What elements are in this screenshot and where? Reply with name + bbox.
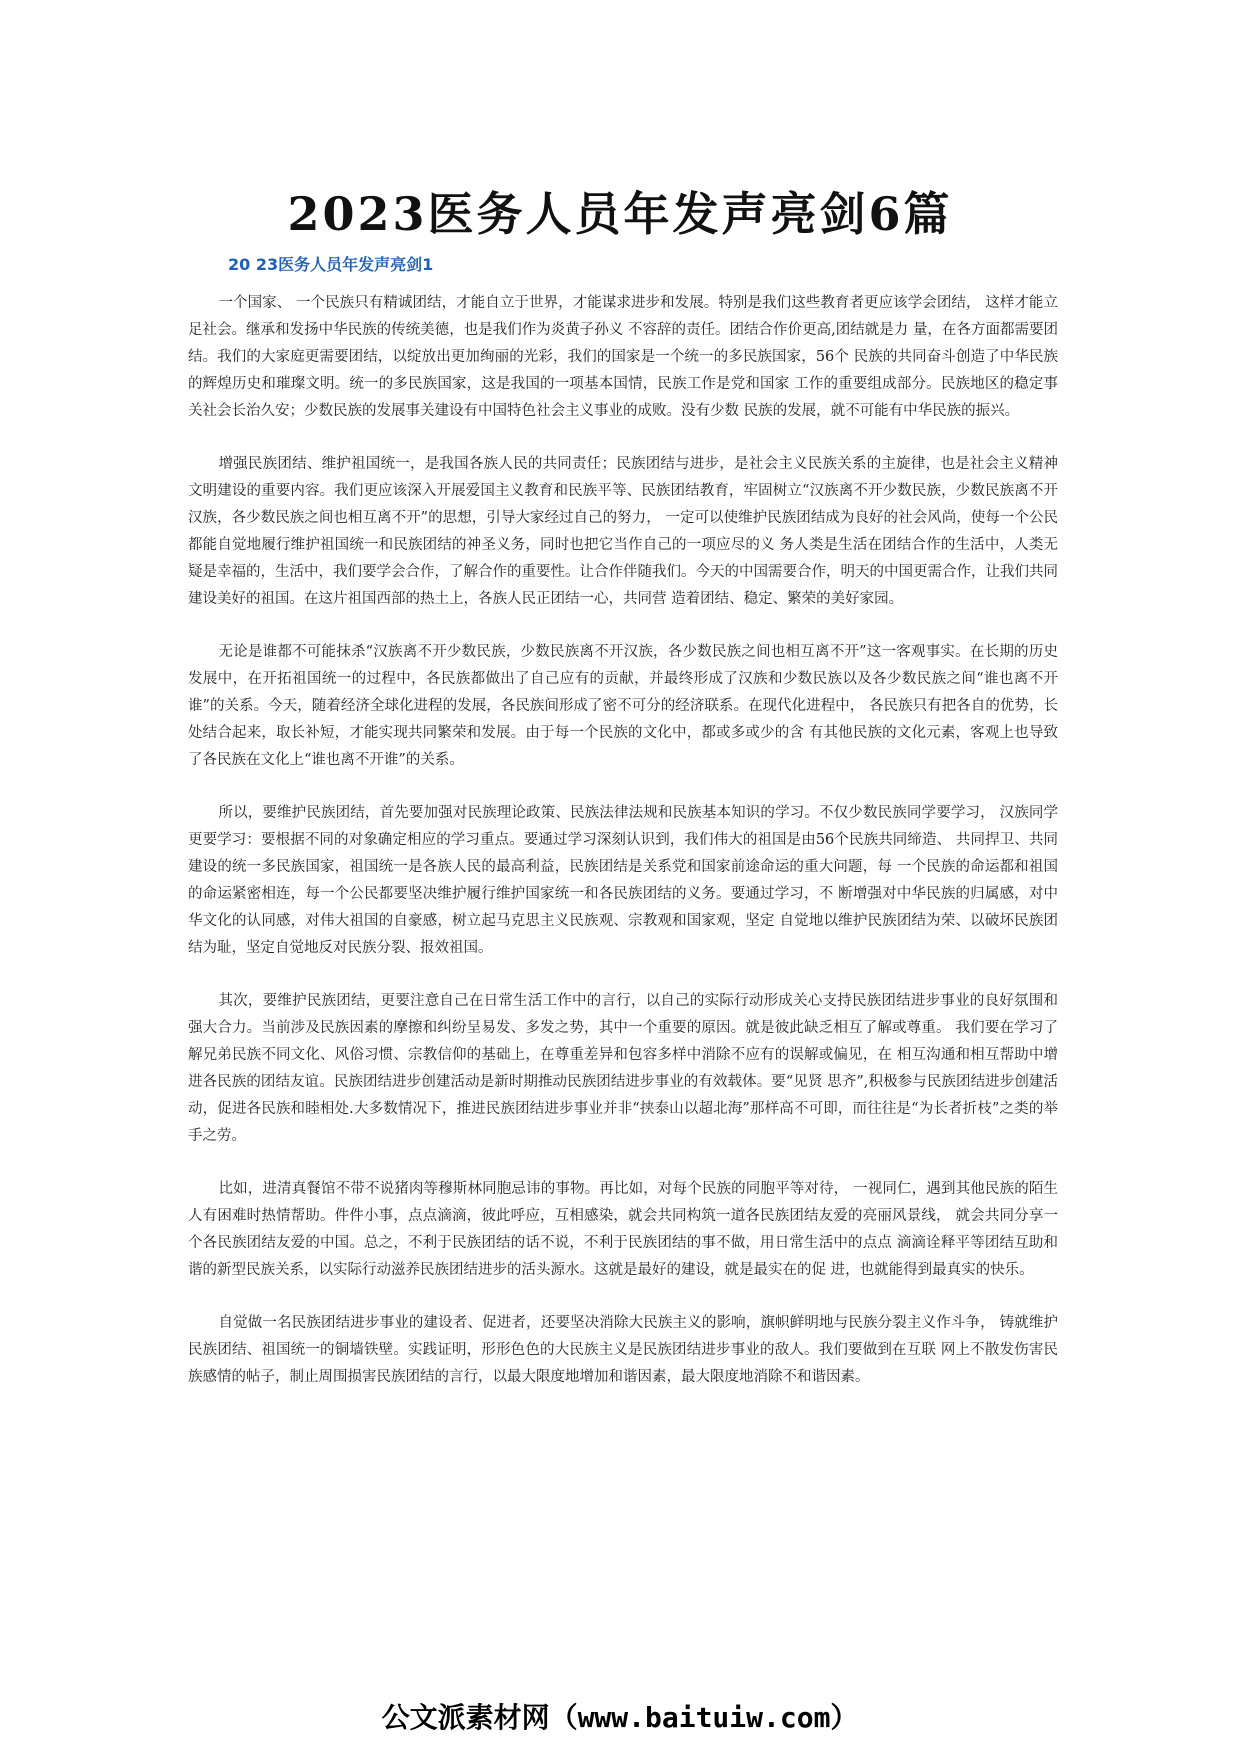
body-paragraph: 其次，要维护民族团结，更要注意自己在日常生活工作中的言行，以自己的实际行动形成关心支持民族团结进步事业的良好氛围和强大合力。当前涉及民族因素的摩擦和纠纷呈易发、多发之势，其中一个重要的原因。就是彼此缺乏相互了解或尊重。 我们要在学习了解兄弟民族不同文化、风俗习惯、宗教信仰的基础上，在尊重差异和包容多样中消除不应有的误解或偏见，在 相互沟通和相互帮助中增进各民族的团结友谊。民族团结进步创建活动是新时期推动民族团结进步事业的有效载体。要“见贤 思齐”,积极参与民族团结进步创建活动，促进各民族和睦相处.大多数情况下，推进民族团结进步事业并非“挟泰山以超北海”那样高不可即，而往往是“为长者折枝”之类的举手之劳。: [188, 993, 1058, 1144]
body-paragraph: 无论是谁都不可能抹杀“汉族离不开少数民族，少数民族离不开汉族，各少数民族之间也相互离不开”这一客观事实。在长期的历史发展中，在开拓祖国统一的过程中，各民族都做出了自己应有的贡献，并最终形成了汉族和少数民族以及各少数民族之间“谁也离不开谁”的关系。今天，随着经济全球化进程的发展，各民族间形成了密不可分的经济联系。在现代化进程中， 各民族只有把各自的优势，长处结合起来，取长补短，才能实现共同繁荣和发展。由于每一个民族的文化中，都或多或少的含 有其他民族的文化元素，客观上也导致了各民族在文化上“谁也离不开谁”的关系。: [188, 644, 1058, 768]
footer-watermark: 公文派素材网（www.baituiw.com）: [381, 1701, 859, 1734]
body-paragraph: 所以，要维护民族团结，首先要加强对民族理论政策、民族法律法规和民族基本知识的学习。不仅少数民族同学要学习， 汉族同学更要学习：要根据不同的对象确定相应的学习重点。要通过学习深刻认识到，我们伟大的祖国是由56个民族共同缔造、 共同捍卫、共同建设的统一多民族国家，祖国统一是各族人民的最高利益，民族团结是关系党和国家前途命运的重大问题，每 一个民族的命运都和祖国的命运紧密相连，每一个公民都要坚决维护履行维护国家统一和各民族团结的义务。要通过学习，不 断增强对中华民族的归属感，对中华文化的认同感，对伟大祖国的自豪感，树立起马克思主义民族观、宗教观和国家观，坚定 自觉地以维护民族团结为荣、以破坏民族团结为耻，坚定自觉地反对民族分裂、报效祖国。: [188, 805, 1058, 956]
body-paragraph: 自觉做一名民族团结进步事业的建设者、促进者，还要坚决消除大民族主义的影响，旗帜鲜明地与民族分裂主义作斗争， 铸就维护民族团结、祖国统一的铜墙铁壁。实践证明，形形色色的大民族主义是民族团结进步事业的敌人。我们要做到在互联 网上不散发伤害民族感情的帖子，制止周围损害民族团结的言行，以最大限度地增加和谐因素，最大限度地消除不和谐因素。: [188, 1315, 1058, 1385]
document-body: [188, 290, 1058, 1417]
body-paragraph: 增强民族团结、维护祖国统一，是我国各族人民的共同责任；民族团结与进步，是社会主义民族关系的主旋律，也是社会主义精神文明建设的重要内容。我们更应该深入开展爱国主义教育和民族平等、民族团结教育，牢固树立“汉族离不开少数民族，少数民族离不开汉族，各少数民族之间也相互离不开”的思想，引导大家经过自己的努力， 一定可以使维护民族团结成为良好的社会风尚，使每一个公民都能自觉地履行维护祖国统一和民族团结的神圣义务，同时也把它当作自己的一项应尽的义 务人类是生活在团结合作的生活中，人类无疑是幸福的，生活中，我们要学会合作，了解合作的重要性。让合作伴随我们。今天的中国需要合作，明天的中国更需合作，让我们共同建设美好的祖国。在这片祖国西部的热土上，各族人民正团结一心，共同营 造着团结、稳定、繁荣的美好家园。: [188, 456, 1058, 607]
body-paragraph: 一个国家、 一个民族只有精诚团结，才能自立于世界，才能谋求进步和发展。特别是我们这些教育者更应该学会团结， 这样才能立足社会。继承和发扬中华民族的传统美德，也是我们作为炎黄子孙义 不容辞的责任。团结合作价更高,团结就是力 量，在各方面都需要团结。我们的大家庭更需要团结，以绽放出更加绚丽的光彩，我们的国家是一个统一的多民族国家，56个 民族的共同奋斗创造了中华民族的辉煌历史和璀璨文明。统一的多民族国家，这是我国的一项基本国情，民族工作是党和国家 工作的重要组成部分。民族地区的稳定事关社会长治久安；少数民族的发展事关建设有中国特色社会主义事业的成败。没有少数 民族的发展，就不可能有中华民族的振兴。: [188, 295, 1058, 419]
document-title: 2023医务人员年发声亮剑6篇: [287, 187, 953, 241]
section-heading: 20 23医务人员年发声亮剑1: [228, 255, 434, 274]
body-paragraph: 比如，进清真餐馆不带不说猪肉等穆斯林同胞忌讳的事物。再比如，对每个民族的同胞平等对待， 一视同仁，遇到其他民族的陌生人有困难时热情帮助。件件小事，点点滴滴，彼此呼应，互相感染，就会共同构筑一道各民族团结友爱的亮丽风景线， 就会共同分享一个各民族团结友爱的中国。总之，不利于民族团结的话不说，不利于民族团结的事不做，用日常生活中的点点 滴滴诠释平等团结互助和谐的新型民族关系，以实际行动滋养民族团结进步的活头源水。这就是最好的建设，就是最实在的促 进，也就能得到最真实的快乐。: [188, 1181, 1058, 1278]
